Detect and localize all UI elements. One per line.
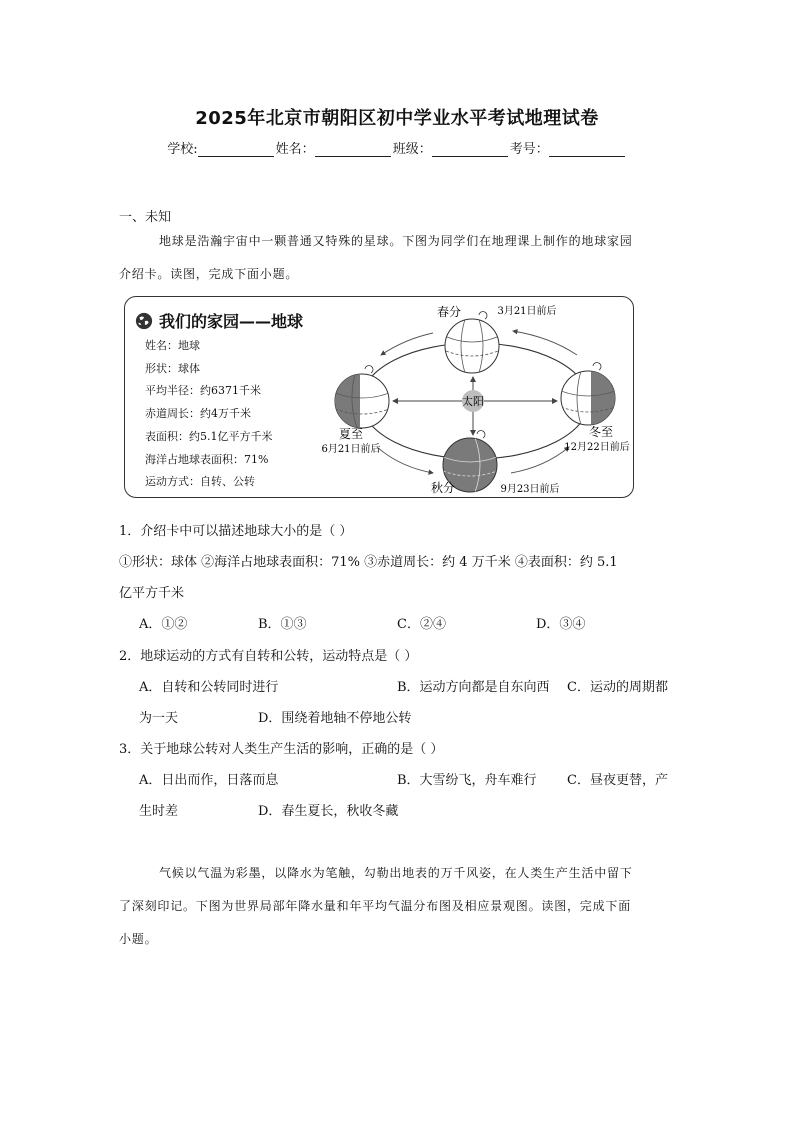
summer-label: 夏至	[338, 427, 364, 441]
sun-label: 太阳	[462, 395, 484, 408]
q2-option-c-cont: 为一天	[139, 711, 179, 726]
globe-icon	[135, 312, 153, 330]
passage-line: 介绍卡。读图，完成下面小题。	[119, 267, 299, 281]
question-1-items: ①形状：球体 ②海洋占地球表面积：71% ③赤道周长：约 4 万千米 ④表面积：约 5.1	[119, 555, 618, 570]
school-label: 学校:	[167, 142, 198, 157]
exam-number-blank[interactable]	[549, 142, 625, 157]
q3-option-d[interactable]: D．春生夏长，秋收冬藏	[258, 804, 399, 819]
q3-option-a[interactable]: A．日出而作，日落而息	[139, 773, 279, 788]
q2-option-a[interactable]: A．自转和公转同时进行	[139, 680, 279, 695]
intro-passage	[119, 225, 679, 291]
exam-title: 2025年北京市朝阳区初中学业水平考试地理试卷	[195, 108, 599, 129]
card-title-text: 我们的家园——地球	[159, 312, 304, 331]
q1-option-c[interactable]: C．②④	[397, 617, 446, 632]
exam-number-label: 考号：	[509, 142, 549, 157]
summer-solstice-globe	[335, 366, 389, 428]
card-info-line: 形状：球体	[145, 361, 200, 375]
card-info-line: 赤道周长：约4万千米	[145, 407, 251, 421]
q3-option-c[interactable]: C．昼夜更替，产	[567, 773, 668, 788]
q1-option-d[interactable]: D．③④	[536, 617, 586, 632]
name-blank[interactable]	[315, 142, 391, 157]
summer-date: 6月21日前后	[321, 444, 381, 455]
card-info-line: 姓名：地球	[145, 339, 200, 352]
question-3-options	[139, 769, 679, 829]
winter-label: 冬至	[588, 425, 614, 439]
spring-equinox-globe	[445, 312, 499, 373]
card-title	[135, 309, 303, 332]
q3-option-b[interactable]: B．大雪纷飞，舟车难行	[397, 773, 537, 788]
question-3-stem: 3．关于地球公转对人类生产生活的影响，正确的是（ ）	[119, 742, 444, 757]
question-2-stem: 2．地球运动的方式有自转和公转，运动特点是（ ）	[119, 649, 418, 664]
card-info-list	[145, 335, 273, 494]
q1-option-a[interactable]: A．①②	[139, 617, 188, 632]
question-2-options	[139, 676, 679, 736]
card-info-line: 运动方式：自转、公转	[145, 475, 255, 489]
winter-solstice-globe	[561, 363, 616, 425]
q3-option-c-cont: 生时差	[139, 804, 179, 819]
section-heading: 一、未知	[119, 210, 172, 225]
earth-revolution-diagram	[315, 297, 633, 497]
autumn-date: 9月23日前后	[500, 484, 560, 495]
spring-date: 3月21日前后	[497, 306, 557, 317]
spring-label: 春分	[436, 305, 462, 319]
passage-line: 气候以气温为彩墨，以降水为笔触，勾勒出地表的万千风姿，在人类生产生活中留下	[159, 866, 633, 880]
question-1-items-cont: 亿平方千米	[119, 586, 185, 601]
passage-line: 了深刻印记。下图为世界局部年降水量和年平均气温分布图及相应景观图。读图，完成下面	[119, 899, 632, 913]
autumn-label: 秋分	[430, 481, 456, 495]
q2-option-d[interactable]: D．围绕着地轴不停地公转	[258, 711, 412, 726]
card-info-line: 表面积：约5.1亿平方千米	[145, 429, 273, 443]
q1-option-b[interactable]: B．①③	[258, 617, 307, 632]
earth-intro-card	[124, 296, 634, 498]
passage-line: 地球是浩瀚宇宙中一颗普通又特殊的星球。下图为同学们在地理课上制作的地球家园	[159, 234, 633, 248]
q2-option-b[interactable]: B．运动方向都是自东向西	[397, 680, 550, 695]
question-1-stem: 1．介绍卡中可以描述地球大小的是（ ）	[119, 524, 353, 539]
class-blank[interactable]	[432, 142, 508, 157]
q2-option-c[interactable]: C．运动的周期都	[567, 680, 668, 695]
passage-line: 小题。	[119, 932, 158, 946]
class-label: 班级：	[392, 142, 432, 157]
student-info-row	[0, 138, 794, 157]
school-blank[interactable]	[198, 142, 274, 157]
card-info-line: 海洋占地球表面积：71%	[145, 452, 269, 466]
climate-passage	[119, 857, 679, 956]
winter-date: 12月22日前后	[564, 442, 630, 453]
card-info-line: 平均半径：约6371千米	[145, 384, 261, 398]
name-label: 姓名：	[275, 142, 315, 157]
